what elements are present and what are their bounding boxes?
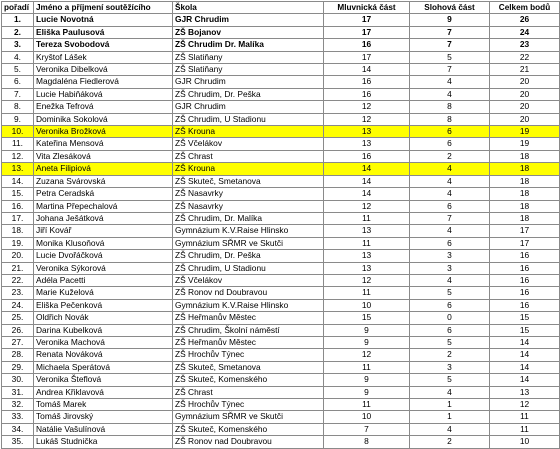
cell-writing: 5	[410, 287, 490, 299]
cell-speaking: 9	[324, 386, 410, 398]
table-row	[2, 225, 560, 237]
cell-writing: 6	[410, 138, 490, 150]
table-row	[2, 88, 560, 100]
cell-total: 16	[490, 262, 560, 274]
table-row	[2, 349, 560, 361]
cell-writing: 6	[410, 299, 490, 311]
cell-total: 14	[490, 361, 560, 373]
cell-school: ZŠ Krouna	[173, 126, 324, 138]
cell-total: 20	[490, 101, 560, 113]
cell-writing: 0	[410, 312, 490, 324]
cell-school: ZŠ Heřmanův Městec	[173, 312, 324, 324]
cell-writing: 6	[410, 200, 490, 212]
cell-name: Petra Ceradská	[34, 188, 173, 200]
cell-name: Aneta Filipiová	[34, 163, 173, 175]
cell-total: 20	[490, 76, 560, 88]
cell-writing: 4	[410, 163, 490, 175]
cell-school: ZŠ Chrudim Dr. Malíka	[173, 39, 324, 51]
cell-rank: 19.	[2, 237, 34, 249]
cell-name: Kateřina Mensová	[34, 138, 173, 150]
table-row	[2, 113, 560, 125]
table-row	[2, 411, 560, 423]
cell-total: 18	[490, 163, 560, 175]
cell-name: Zuzana Svárovská	[34, 175, 173, 187]
cell-total: 17	[490, 237, 560, 249]
cell-name: Lucie Novotná	[34, 14, 173, 26]
cell-rank: 14.	[2, 175, 34, 187]
cell-school: ZŠ Nasavrky	[173, 188, 324, 200]
cell-speaking: 10	[324, 411, 410, 423]
cell-total: 20	[490, 113, 560, 125]
cell-writing: 4	[410, 386, 490, 398]
cell-total: 17	[490, 225, 560, 237]
cell-total: 23	[490, 39, 560, 51]
cell-school: Gymnázium SŘMR ve Skutči	[173, 411, 324, 423]
cell-writing: 7	[410, 212, 490, 224]
cell-name: Marie Kuželová	[34, 287, 173, 299]
header-writing: Slohová část	[410, 2, 490, 14]
cell-writing: 9	[410, 14, 490, 26]
cell-school: ZŠ Hrochův Týnec	[173, 399, 324, 411]
cell-total: 16	[490, 299, 560, 311]
cell-speaking: 17	[324, 26, 410, 38]
cell-name: Andrea Křiklavová	[34, 386, 173, 398]
table-row	[2, 386, 560, 398]
cell-total: 19	[490, 138, 560, 150]
table-row	[2, 436, 560, 448]
cell-total: 16	[490, 287, 560, 299]
cell-rank: 25.	[2, 312, 34, 324]
table-row	[2, 237, 560, 249]
cell-speaking: 12	[324, 200, 410, 212]
cell-name: Oldřich Novák	[34, 312, 173, 324]
cell-writing: 7	[410, 39, 490, 51]
cell-school: Gymnázium K.V.Raise Hlinsko	[173, 299, 324, 311]
cell-total: 24	[490, 26, 560, 38]
cell-name: Adéla Pacetti	[34, 274, 173, 286]
cell-rank: 21.	[2, 262, 34, 274]
cell-name: Lucie Habiňáková	[34, 88, 173, 100]
cell-writing: 3	[410, 361, 490, 373]
cell-name: Michaela Sperátová	[34, 361, 173, 373]
cell-speaking: 7	[324, 423, 410, 435]
cell-total: 15	[490, 324, 560, 336]
table-row	[2, 188, 560, 200]
cell-school: ZŠ Slatiňany	[173, 51, 324, 63]
cell-speaking: 9	[324, 374, 410, 386]
cell-speaking: 13	[324, 225, 410, 237]
cell-name: Vita Zlesáková	[34, 150, 173, 162]
cell-writing: 3	[410, 262, 490, 274]
cell-rank: 26.	[2, 324, 34, 336]
cell-name: Lukáš Studnička	[34, 436, 173, 448]
cell-name: Tomáš Jirovský	[34, 411, 173, 423]
cell-school: ZŠ Chrudim, Školní náměstí	[173, 324, 324, 336]
cell-writing: 7	[410, 26, 490, 38]
table-row	[2, 138, 560, 150]
cell-rank: 30.	[2, 374, 34, 386]
cell-rank: 15.	[2, 188, 34, 200]
cell-name: Veronika Šteflová	[34, 374, 173, 386]
cell-total: 11	[490, 411, 560, 423]
cell-speaking: 11	[324, 287, 410, 299]
cell-school: ZŠ Chrudim, Dr. Malíka	[173, 212, 324, 224]
cell-school: GJR Chrudim	[173, 101, 324, 113]
cell-speaking: 14	[324, 175, 410, 187]
cell-school: Gymnázium K.V.Raise Hlinsko	[173, 225, 324, 237]
cell-name: Eliška Paulusová	[34, 26, 173, 38]
cell-total: 16	[490, 250, 560, 262]
table-row	[2, 64, 560, 76]
cell-school: ZŠ Chrast	[173, 386, 324, 398]
cell-name: Veronika Machová	[34, 336, 173, 348]
cell-name: Dominika Sokolová	[34, 113, 173, 125]
cell-rank: 33.	[2, 411, 34, 423]
cell-writing: 4	[410, 423, 490, 435]
header-name: Jméno a příjmení soutěžícího	[34, 2, 173, 14]
cell-rank: 8.	[2, 101, 34, 113]
header-total: Celkem bodů	[490, 2, 560, 14]
cell-school: ZŠ Ronov nd Doubravou	[173, 287, 324, 299]
cell-speaking: 14	[324, 64, 410, 76]
header-speaking: Mluvnická část	[324, 2, 410, 14]
cell-name: Johana Ješátková	[34, 212, 173, 224]
cell-name: Natálie Vašulínová	[34, 423, 173, 435]
cell-school: ZŠ Ronov nad Doubravou	[173, 436, 324, 448]
cell-rank: 17.	[2, 212, 34, 224]
table-row	[2, 212, 560, 224]
cell-school: ZŠ Chrudim, U Stadionu	[173, 262, 324, 274]
cell-school: ZŠ Chrudim, Dr. Peška	[173, 88, 324, 100]
cell-school: ZŠ Skuteč, Smetanova	[173, 361, 324, 373]
cell-school: ZŠ Skuteč, Smetanova	[173, 175, 324, 187]
cell-total: 18	[490, 188, 560, 200]
cell-rank: 31.	[2, 386, 34, 398]
cell-speaking: 11	[324, 399, 410, 411]
cell-total: 11	[490, 423, 560, 435]
cell-writing: 6	[410, 237, 490, 249]
cell-speaking: 15	[324, 312, 410, 324]
cell-speaking: 17	[324, 14, 410, 26]
cell-rank: 10.	[2, 126, 34, 138]
cell-speaking: 11	[324, 237, 410, 249]
cell-writing: 2	[410, 150, 490, 162]
cell-total: 18	[490, 175, 560, 187]
cell-speaking: 16	[324, 150, 410, 162]
cell-total: 21	[490, 64, 560, 76]
cell-name: Monika Klusoňová	[34, 237, 173, 249]
cell-speaking: 12	[324, 101, 410, 113]
cell-total: 19	[490, 126, 560, 138]
cell-school: GJR Chrudim	[173, 76, 324, 88]
cell-school: ZŠ Bojanov	[173, 26, 324, 38]
cell-name: Eliška Pečenková	[34, 299, 173, 311]
table-row	[2, 399, 560, 411]
cell-speaking: 11	[324, 212, 410, 224]
cell-total: 10	[490, 436, 560, 448]
cell-rank: 24.	[2, 299, 34, 311]
cell-writing: 8	[410, 101, 490, 113]
cell-rank: 32.	[2, 399, 34, 411]
cell-name: Jiří Kovář	[34, 225, 173, 237]
cell-total: 22	[490, 51, 560, 63]
cell-rank: 3.	[2, 39, 34, 51]
table-row	[2, 175, 560, 187]
cell-speaking: 9	[324, 336, 410, 348]
cell-name: Enežka Tefrová	[34, 101, 173, 113]
cell-name: Renata Nováková	[34, 349, 173, 361]
cell-total: 26	[490, 14, 560, 26]
cell-rank: 4.	[2, 51, 34, 63]
cell-speaking: 16	[324, 76, 410, 88]
cell-speaking: 12	[324, 113, 410, 125]
cell-rank: 23.	[2, 287, 34, 299]
cell-rank: 1.	[2, 14, 34, 26]
cell-writing: 3	[410, 250, 490, 262]
header-row	[2, 2, 560, 14]
cell-rank: 7.	[2, 88, 34, 100]
cell-name: Martina Přepechalová	[34, 200, 173, 212]
cell-school: ZŠ Slatiňany	[173, 64, 324, 76]
cell-writing: 5	[410, 374, 490, 386]
cell-speaking: 13	[324, 126, 410, 138]
cell-name: Veronika Sýkorová	[34, 262, 173, 274]
cell-rank: 28.	[2, 349, 34, 361]
cell-total: 13	[490, 386, 560, 398]
results-table	[1, 1, 560, 449]
cell-total: 16	[490, 274, 560, 286]
table-row	[2, 336, 560, 348]
cell-school: ZŠ Skuteč, Komenského	[173, 423, 324, 435]
cell-rank: 20.	[2, 250, 34, 262]
table-row	[2, 14, 560, 26]
table-row	[2, 423, 560, 435]
cell-rank: 5.	[2, 64, 34, 76]
cell-speaking: 14	[324, 188, 410, 200]
table-row	[2, 51, 560, 63]
cell-name: Kryštof Lášek	[34, 51, 173, 63]
cell-rank: 16.	[2, 200, 34, 212]
cell-school: ZŠ Hrochův Týnec	[173, 349, 324, 361]
cell-school: ZŠ Včelákov	[173, 274, 324, 286]
table-row	[2, 126, 560, 138]
cell-rank: 18.	[2, 225, 34, 237]
header-school: Škola	[173, 2, 324, 14]
table-row	[2, 274, 560, 286]
table-row	[2, 163, 560, 175]
table-row	[2, 361, 560, 373]
cell-speaking: 13	[324, 138, 410, 150]
cell-rank: 6.	[2, 76, 34, 88]
cell-writing: 1	[410, 399, 490, 411]
table-row	[2, 39, 560, 51]
cell-speaking: 11	[324, 361, 410, 373]
cell-total: 18	[490, 150, 560, 162]
cell-rank: 13.	[2, 163, 34, 175]
cell-school: ZŠ Krouna	[173, 163, 324, 175]
cell-rank: 27.	[2, 336, 34, 348]
table-row	[2, 26, 560, 38]
cell-total: 15	[490, 312, 560, 324]
cell-total: 14	[490, 349, 560, 361]
cell-speaking: 9	[324, 324, 410, 336]
cell-name: Magdaléna Fiedlerová	[34, 76, 173, 88]
cell-rank: 11.	[2, 138, 34, 150]
table-row	[2, 101, 560, 113]
table-row	[2, 150, 560, 162]
cell-name: Lucie Dvořáčková	[34, 250, 173, 262]
cell-writing: 2	[410, 349, 490, 361]
cell-speaking: 12	[324, 274, 410, 286]
cell-total: 20	[490, 88, 560, 100]
cell-total: 18	[490, 200, 560, 212]
cell-name: Darina Kubelková	[34, 324, 173, 336]
cell-school: ZŠ Chrudim, U Stadionu	[173, 113, 324, 125]
cell-name: Veronika Dibelková	[34, 64, 173, 76]
cell-school: GJR Chrudim	[173, 14, 324, 26]
cell-rank: 34.	[2, 423, 34, 435]
cell-writing: 2	[410, 436, 490, 448]
cell-speaking: 14	[324, 163, 410, 175]
cell-writing: 4	[410, 76, 490, 88]
cell-speaking: 13	[324, 250, 410, 262]
cell-speaking: 12	[324, 349, 410, 361]
table-row	[2, 299, 560, 311]
cell-writing: 7	[410, 64, 490, 76]
cell-rank: 12.	[2, 150, 34, 162]
cell-name: Veronika Brožková	[34, 126, 173, 138]
cell-writing: 8	[410, 113, 490, 125]
cell-rank: 22.	[2, 274, 34, 286]
cell-speaking: 16	[324, 39, 410, 51]
table-row	[2, 324, 560, 336]
cell-rank: 29.	[2, 361, 34, 373]
table-row	[2, 200, 560, 212]
header-rank: pořadí	[2, 2, 34, 14]
cell-name: Tomáš Marek	[34, 399, 173, 411]
cell-speaking: 17	[324, 51, 410, 63]
cell-school: ZŠ Skuteč, Komenského	[173, 374, 324, 386]
cell-speaking: 13	[324, 262, 410, 274]
cell-school: Gymnázium SŘMR ve Skutči	[173, 237, 324, 249]
cell-writing: 6	[410, 126, 490, 138]
cell-writing: 1	[410, 411, 490, 423]
cell-name: Tereza Svobodová	[34, 39, 173, 51]
table-header	[2, 2, 560, 14]
cell-rank: 35.	[2, 436, 34, 448]
cell-school: ZŠ Nasavrky	[173, 200, 324, 212]
cell-total: 18	[490, 212, 560, 224]
table-body	[2, 14, 560, 448]
table-row	[2, 374, 560, 386]
table-row	[2, 312, 560, 324]
cell-writing: 5	[410, 336, 490, 348]
table-row	[2, 262, 560, 274]
cell-writing: 5	[410, 51, 490, 63]
table-row	[2, 76, 560, 88]
cell-school: ZŠ Včelákov	[173, 138, 324, 150]
cell-writing: 6	[410, 324, 490, 336]
cell-speaking: 16	[324, 88, 410, 100]
cell-writing: 4	[410, 274, 490, 286]
cell-total: 14	[490, 374, 560, 386]
cell-speaking: 10	[324, 299, 410, 311]
cell-rank: 2.	[2, 26, 34, 38]
cell-speaking: 8	[324, 436, 410, 448]
cell-total: 12	[490, 399, 560, 411]
cell-school: ZŠ Chrudim, Dr. Peška	[173, 250, 324, 262]
cell-rank: 9.	[2, 113, 34, 125]
cell-writing: 4	[410, 225, 490, 237]
cell-school: ZŠ Chrast	[173, 150, 324, 162]
table-row	[2, 250, 560, 262]
cell-school: ZŠ Heřmanův Městec	[173, 336, 324, 348]
cell-writing: 4	[410, 188, 490, 200]
cell-writing: 4	[410, 175, 490, 187]
table-row	[2, 287, 560, 299]
cell-writing: 4	[410, 88, 490, 100]
cell-total: 14	[490, 336, 560, 348]
